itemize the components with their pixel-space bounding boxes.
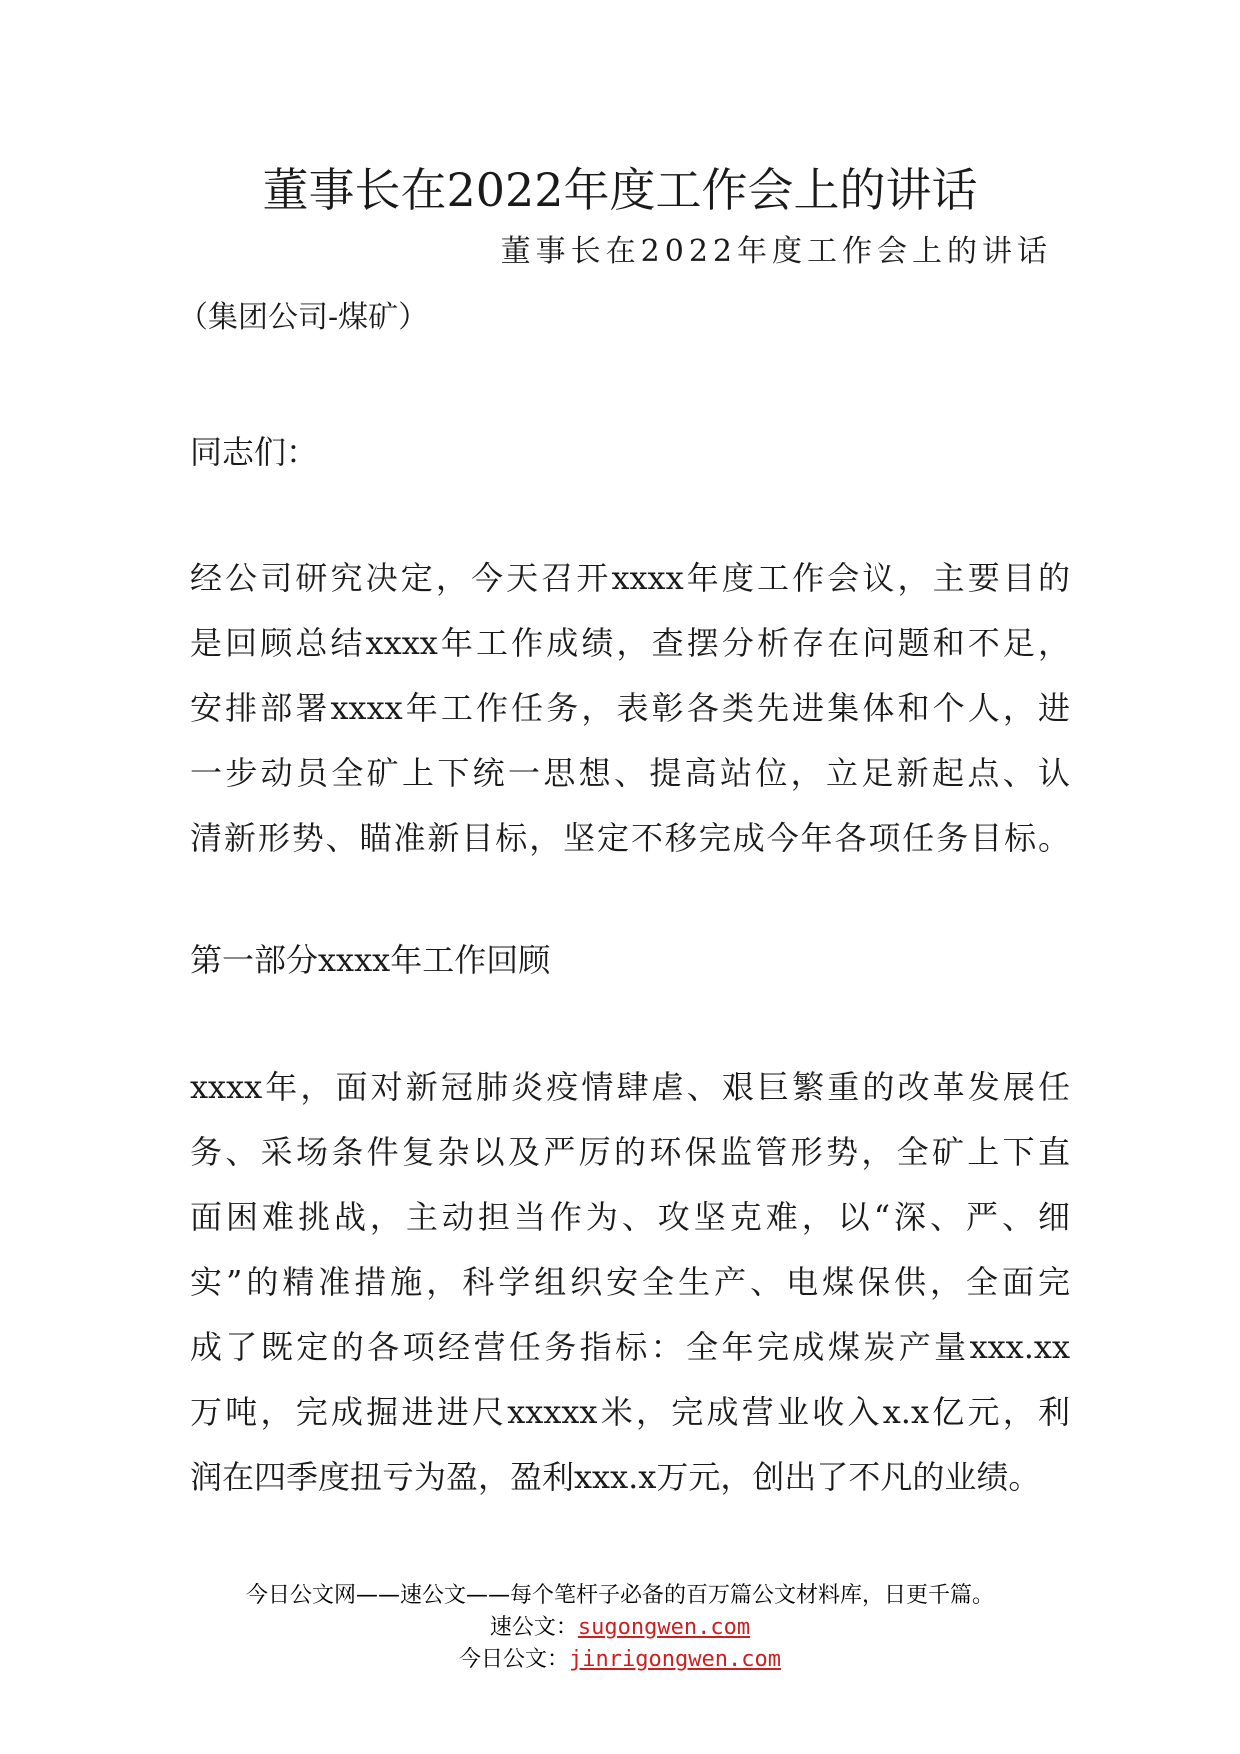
footer-link-label: 速公文： (489, 1615, 578, 1640)
document-title: 董事长在2022年度工作会上的讲话 (262, 163, 978, 217)
footer-link-label: 今日公文： (459, 1647, 570, 1672)
paragraph-line: 务、采场条件复杂以及严厉的环保监管形势，全矿上下直 (190, 1133, 1070, 1171)
paragraph-line: 润在四季度扭亏为盈，盈利xxx.x万元，创出了不凡的业绩。 (190, 1458, 1041, 1496)
footer-tagline: 今日公文网——速公文——每个笔杆子必备的百万篇公文材料库，日更千篇。 (245, 1583, 994, 1608)
paragraph-line: 经公司研究决定，今天召开xxxx年度工作会议，主要目的 (190, 559, 1070, 597)
section-heading: 第一部分xxxx年工作回顾 (190, 941, 551, 979)
salutation: 同志们： (190, 433, 319, 471)
paragraph-line: 清新形势、瞄准新目标，坚定不移完成今年各项任务目标。 (190, 819, 1070, 857)
paragraph-line: xxxx年，面对新冠肺炎疫情肆虐、艰巨繁重的改革发展任 (190, 1068, 1070, 1106)
paragraph-line: 一步动员全矿上下统一思想、提高站位，立足新起点、认 (190, 754, 1070, 792)
jinrigongwen-link[interactable]: jinrigongwen.com (569, 1647, 781, 1672)
paragraph-line: 成了既定的各项经营任务指标：全年完成煤炭产量xxx.xx (190, 1328, 1070, 1366)
paragraph-line: 面困难挑战，主动担当作为、攻坚克难，以“深、严、细 (190, 1198, 1070, 1236)
document-subtitle: 董事长在2022年度工作会上的讲话 (500, 234, 1052, 269)
footer-link-row-1 (0, 1612, 1240, 1644)
paragraph-line: 是回顾总结xxxx年工作成绩，查摆分析存在问题和不足， (190, 624, 1070, 662)
paragraph-line: 实”的精准措施，科学组织安全生产、电煤保供，全面完 (190, 1263, 1070, 1301)
paragraph-opening (190, 546, 1070, 871)
footer-link-row-2 (0, 1644, 1240, 1676)
footer (0, 1580, 1240, 1676)
paragraph-line: 万吨，完成掘进进尺xxxxx米，完成营业收入x.x亿元，利 (190, 1393, 1070, 1431)
paragraph-line: 安排部署xxxx年工作任务，表彰各类先进集体和个人，进 (190, 689, 1070, 727)
paragraph-review (190, 1055, 1070, 1510)
sugongwen-link[interactable]: sugongwen.com (577, 1615, 751, 1640)
organization-note: （集团公司-煤矿） (178, 300, 429, 335)
